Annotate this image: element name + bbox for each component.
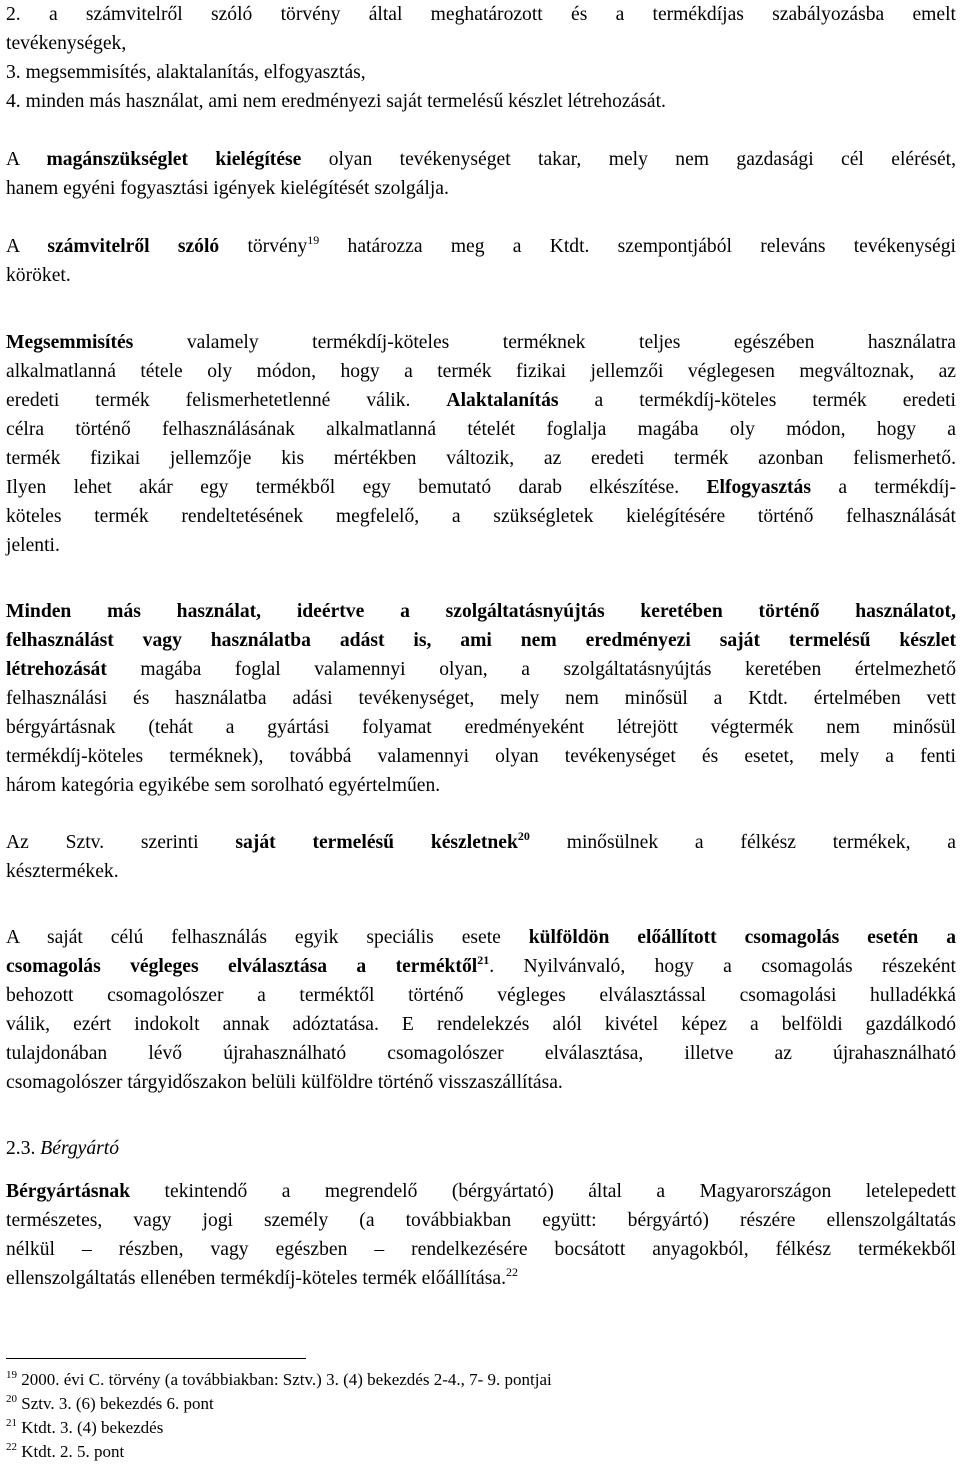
text-run: válik, ezért indokolt annak adóztatása. E rendelekzés alól kivétel képez a belföldi gazdálkodó (6, 1014, 956, 1035)
text-run: három kategória egyikébe sem sorolható egyértelműen. (6, 775, 441, 796)
text-run: tulajdonában lévő újrahasználható csomagolószer elválasztása, illetve az újrahasználható (6, 1043, 956, 1064)
paragraph-sajat-celu-line-2 (6, 952, 956, 981)
bold-term: Minden más használat, ideértve a szolgáltatásnyújtás keretében történő használatot, (6, 601, 956, 622)
footnote-number: 19 (6, 1369, 17, 1381)
text-run: eredeti termék felismerhetetlenné válik. (6, 390, 447, 411)
paragraph-sajat-celu-line-4 (6, 1010, 956, 1039)
paragraph-sztv-line-2 (6, 857, 956, 886)
paragraph-megsemmisites-line-3 (6, 386, 956, 415)
paragraph-minden-line-7 (6, 771, 956, 800)
text-run: valamely termékdíj-köteles terméknek teljes egészében használatra (133, 332, 956, 353)
text-run: hanem egyéni fogyasztási igények kielégítését szolgálja. (6, 178, 449, 199)
text-run: határozza meg a Ktdt. szempontjából releváns tevékenységi (319, 236, 956, 257)
section-number: 2.3. (6, 1138, 41, 1159)
paragraph-megsemmisites-line-5 (6, 444, 956, 473)
text-run: A saját célú felhasználás egyik speciális esete (6, 927, 529, 948)
paragraph-sajat-celu-line-5 (6, 1039, 956, 1068)
section-title: Bérgyártó (40, 1138, 120, 1159)
text-run: olyan tevékenységet takar, mely nem gazdasági cél elérését, (301, 149, 956, 170)
footnote-text: Ktdt. 2. 5. pont (17, 1442, 125, 1461)
paragraph-megsemmisites-line-2 (6, 357, 956, 386)
paragraph-szamviteli-line-2 (6, 261, 956, 290)
text-run: késztermékek. (6, 861, 119, 882)
footnote-number: 20 (6, 1393, 17, 1405)
paragraph-bergyartas-line-4 (6, 1264, 956, 1293)
paragraph-minden-line-4 (6, 684, 956, 713)
paragraph-megsemmisites-line-4 (6, 415, 956, 444)
paragraph-bergyartas-line-2 (6, 1206, 956, 1235)
paragraph-minden-line-5 (6, 713, 956, 742)
text-run: jelenti. (6, 535, 60, 556)
footnote-ref[interactable]: 21 (477, 953, 490, 967)
paragraph-sajat-celu-line-3 (6, 981, 956, 1010)
bold-term: saját termelésű készletnek (235, 832, 518, 853)
text-run: nélkül – részben, vagy egészben – rendelkezésére bocsátott anyagokból, félkész termékekből (6, 1239, 956, 1260)
list-item-text: 4. minden más használat, ami nem eredményezi saját termelésű készlet létrehozását. (6, 91, 666, 112)
text-run: köröket. (6, 265, 71, 286)
section-heading (6, 1134, 956, 1163)
bold-term: Bérgyártásnak (6, 1181, 131, 1202)
paragraph-szamviteli-line-1 (6, 232, 956, 261)
bold-term: Alaktalanítás (446, 390, 559, 411)
footnote-text: Sztv. 3. (6) bekezdés 6. pont (17, 1394, 214, 1413)
list-item-2-line-2 (6, 29, 956, 58)
paragraph-megsemmisites-line-6 (6, 473, 956, 502)
paragraph-minden-line-3 (6, 655, 956, 684)
list-item-text: tevékenységek, (6, 33, 127, 54)
text-run: természetes, vagy jogi személy (a továbbiakban együtt: bérgyártó) részére ellenszolgáltatás (6, 1210, 956, 1231)
text-run: alkalmatlanná tétele oly módon, hogy a termék fizikai jellemzői véglegesen megváltoznak, az (6, 361, 956, 382)
bold-term: létrehozását (6, 659, 107, 680)
footnote (6, 1368, 552, 1392)
text-run: A (6, 236, 48, 257)
text-run: bérgyártásnak (tehát a gyártási folyamat eredményeként létrejött végtermék nem minősül (6, 717, 956, 738)
footnote-ref[interactable]: 22 (505, 1265, 518, 1279)
paragraph-megsemmisites-line-7 (6, 502, 956, 531)
paragraph-megsemmisites-line-8 (6, 531, 956, 560)
paragraph-minden-line-1 (6, 597, 956, 626)
text-run: termékdíj-köteles terméknek), továbbá valamennyi olyan tevékenységet és esetet, mely a fenti (6, 746, 956, 767)
text-run: a termékdíj-köteles termék eredeti (558, 390, 956, 411)
text-run: magába foglal valamennyi olyan, a szolgáltatásnyújtás keretében értelmezhető (106, 659, 956, 680)
list-item-text: 2. a számvitelről szóló törvény által meghatározott és a termékdíjas szabályozásba emelt (6, 4, 956, 25)
text-run: Ilyen lehet akár egy termékből egy bemutató darab elkészítése. (6, 477, 707, 498)
footnote-ref[interactable]: 19 (307, 233, 320, 247)
footnote-text: Ktdt. 3. (4) bekezdés (17, 1418, 164, 1437)
paragraph-sajat-celu-line-1 (6, 923, 956, 952)
text-run: A (6, 149, 47, 170)
text-run: csomagolószer tárgyidőszakon belüli külföldre történő visszaszállítása. (6, 1072, 563, 1093)
bold-term: számvitelről szóló (47, 236, 220, 257)
footnote (6, 1392, 214, 1416)
bold-term: csomagolás végleges elválasztása a terméktől (6, 956, 478, 977)
text-run: köteles termék rendeltetésének megfelelő, a szükségletek kielégítésére történő felhasználását (6, 506, 956, 527)
text-run: tekintendő a megrendelő (bérgyártató) által a Magyarországon letelepedett (130, 1181, 956, 1202)
paragraph-bergyartas-line-3 (6, 1235, 956, 1264)
bold-term: Elfogyasztás (706, 477, 811, 498)
paragraph-bergyartas-line-1 (6, 1177, 956, 1206)
paragraph-sajat-celu-line-6 (6, 1068, 956, 1097)
text-run: felhasználási és használatba adási tevékenységet, mely nem minősül a Ktdt. értelmében vett (6, 688, 956, 709)
text-run: . Nyilvánvaló, hogy a csomagolás részeként (489, 956, 956, 977)
footnote-number: 22 (6, 1441, 17, 1453)
paragraph-maganszukseglet-line-1 (6, 145, 956, 174)
footnote-ref[interactable]: 20 (517, 829, 530, 843)
footnote (6, 1416, 163, 1440)
paragraph-maganszukseglet-line-2 (6, 174, 956, 203)
paragraph-megsemmisites-line-1 (6, 328, 956, 357)
bold-term: felhasználást vagy használatba adást is, ami nem eredményezi saját termelésű készlet (6, 630, 956, 651)
paragraph-minden-line-2 (6, 626, 956, 655)
footnote-text: 2000. évi C. törvény (a továbbiakban: Sztv.) 3. (4) bekezdés 2-4., 7- 9. pontjai (17, 1370, 552, 1389)
text-run: behozott csomagolószer a terméktől történő végleges elválasztással csomagolási hulladékká (6, 985, 956, 1006)
text-run: minősülnek a félkész termékek, a (529, 832, 956, 853)
bold-term: Megsemmisítés (6, 332, 134, 353)
footnote-separator (6, 1358, 306, 1359)
list-item-2-line-1 (6, 0, 956, 29)
text-run: termék fizikai jellemzője kis mértékben változik, az eredeti termék azonban felismerhető. (6, 448, 956, 469)
footnote-number: 21 (6, 1417, 17, 1429)
paragraph-sztv-line-1 (6, 828, 956, 857)
list-item-text: 3. megsemmisítés, alaktalanítás, elfogyasztás, (6, 62, 366, 83)
paragraph-minden-line-6 (6, 742, 956, 771)
text-run: a termékdíj- (810, 477, 956, 498)
text-run: törvény (219, 236, 308, 257)
list-item-3 (6, 58, 956, 87)
list-item-4 (6, 87, 956, 116)
text-run: ellenszolgáltatás ellenében termékdíj-köteles termék előállítása. (6, 1268, 506, 1289)
text-run: célra történő felhasználásának alkalmatlanná tételét foglalja magába oly módon, hogy a (6, 419, 956, 440)
bold-term: külföldön előállított csomagolás esetén a (528, 927, 956, 948)
bold-term: magánszükséglet kielégítése (46, 149, 302, 170)
footnote (6, 1440, 124, 1464)
text-run: Az Sztv. szerinti (6, 832, 236, 853)
